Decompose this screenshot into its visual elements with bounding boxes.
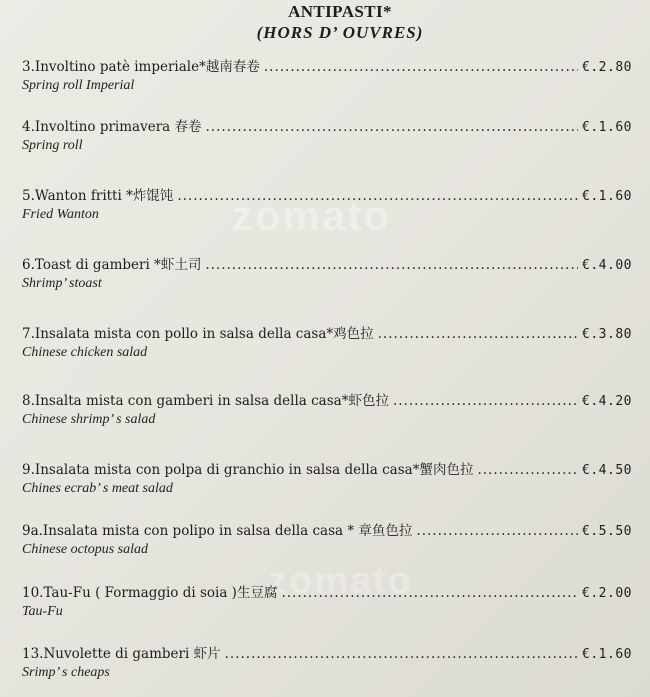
menu-item	[22, 584, 632, 621]
dish-translation: Chinese octopus salad	[22, 542, 148, 557]
dot-leader	[416, 522, 578, 540]
menu-item	[22, 522, 632, 559]
dish-translation: Shrimp’ stoast	[22, 276, 102, 291]
dish-price: €.4.00	[582, 258, 632, 273]
menu-item-line	[22, 118, 632, 137]
dish-price: €.5.50	[582, 524, 632, 539]
dish-translation: Srimp’ s cheaps	[22, 665, 110, 680]
dot-leader	[205, 256, 578, 274]
menu-item-line	[22, 58, 632, 77]
dish-name: 3.Involtino patè imperiale*越南春卷	[22, 59, 260, 75]
menu-item-line	[22, 584, 632, 603]
dish-name: 4.Involtino primavera 春卷	[22, 119, 202, 135]
dot-leader	[477, 461, 578, 479]
menu-item-line	[22, 187, 632, 206]
menu-item-line	[22, 645, 632, 664]
dish-name: 7.Insalata mista con pollo in salsa della casa*鸡色拉	[22, 326, 374, 342]
menu-item-line	[22, 522, 632, 541]
menu-item	[22, 392, 632, 429]
dish-price: €.4.20	[582, 394, 632, 409]
dish-name: 8.Insalta mista con gamberi in salsa della casa*虾色拉	[22, 393, 389, 409]
dot-leader	[393, 392, 578, 410]
dish-price: €.3.80	[582, 327, 632, 342]
menu-item-line	[22, 256, 632, 275]
dot-leader	[206, 118, 579, 136]
section-subtitle: (HORS D’ OUVRES)	[256, 23, 424, 42]
dish-price: €.1.60	[582, 120, 632, 135]
dish-name: 13.Nuvolette di gamberi 虾片	[22, 646, 221, 662]
menu-header	[0, 2, 650, 44]
menu-item	[22, 256, 632, 293]
menu-item	[22, 58, 632, 95]
dish-translation: Spring roll	[22, 138, 83, 153]
dish-name: 9a.Insalata mista con polipo in salsa della casa * 章鱼色拉	[22, 523, 413, 539]
dish-name: 5.Wanton fritti *炸馄饨	[22, 188, 174, 204]
menu-item	[22, 645, 632, 682]
dish-price: €.2.00	[582, 586, 632, 601]
menu-item-line	[22, 325, 632, 344]
dish-translation: Fried Wanton	[22, 207, 99, 222]
dot-leader	[264, 58, 578, 76]
dot-leader	[378, 325, 578, 343]
menu-item	[22, 325, 632, 362]
dish-price: €.4.50	[582, 463, 632, 478]
dish-translation: Chinese shrimp’ s salad	[22, 412, 156, 427]
dish-name: 6.Toast di gamberi *虾土司	[22, 257, 202, 273]
dish-translation: Spring roll Imperial	[22, 78, 135, 93]
dish-price: €.2.80	[582, 60, 632, 75]
dish-name: 10.Tau-Fu ( Formaggio di soia )生豆腐	[22, 585, 278, 601]
menu-item-line	[22, 461, 632, 480]
menu-item	[22, 118, 632, 155]
watermark: zomato	[232, 192, 391, 239]
menu-item	[22, 187, 632, 224]
dish-price: €.1.60	[582, 647, 632, 662]
dish-translation: Chines ecrab’ s meat salad	[22, 481, 173, 496]
watermark: zomato	[268, 560, 413, 602]
section-title: ANTIPASTI*	[288, 2, 392, 21]
menu-item-line	[22, 392, 632, 411]
dish-translation: Tau-Fu	[22, 604, 63, 619]
dish-translation: Chinese chicken salad	[22, 345, 148, 360]
dish-name: 9.Insalata mista con polpa di granchio in salsa della casa*蟹肉色拉	[22, 462, 474, 478]
dot-leader	[225, 645, 578, 663]
dot-leader	[281, 584, 578, 602]
dot-leader	[177, 187, 578, 205]
dish-price: €.1.60	[582, 189, 632, 204]
menu-item	[22, 461, 632, 498]
